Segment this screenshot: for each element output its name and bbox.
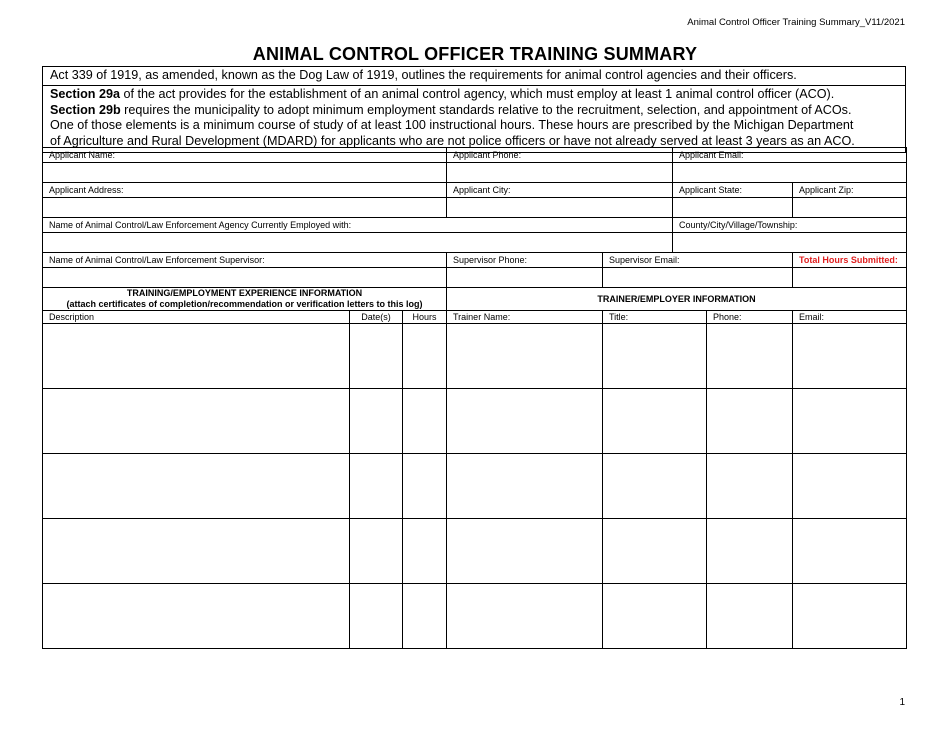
phone-cell[interactable]	[707, 519, 793, 584]
supervisor-name-label: Name of Animal Control/Law Enforcement Supervisor:	[43, 253, 447, 268]
title-cell[interactable]	[603, 519, 707, 584]
email-cell[interactable]	[793, 519, 907, 584]
applicant-city-label: Applicant City:	[447, 183, 673, 198]
supervisor-name-field[interactable]	[43, 268, 447, 288]
total-hours-field[interactable]	[793, 268, 907, 288]
description-cell[interactable]	[43, 454, 350, 519]
section-29a-label: Section 29a	[50, 87, 120, 101]
table-row	[43, 584, 907, 649]
hours-cell[interactable]	[403, 324, 447, 389]
description-column-header: Description	[43, 311, 350, 324]
email-cell[interactable]	[793, 324, 907, 389]
trainer-name-cell[interactable]	[447, 519, 603, 584]
county-field[interactable]	[673, 233, 907, 253]
title-cell[interactable]	[603, 324, 707, 389]
dates-cell[interactable]	[350, 519, 403, 584]
intro-box	[42, 66, 906, 153]
description-cell[interactable]	[43, 324, 350, 389]
intro-body	[43, 86, 905, 152]
supervisor-phone-label: Supervisor Phone:	[447, 253, 603, 268]
hours-cell[interactable]	[403, 584, 447, 649]
training-section-title: TRAINING/EMPLOYMENT EXPERIENCE INFORMATION	[126, 288, 363, 298]
applicant-zip-field[interactable]	[793, 198, 907, 218]
applicant-address-field[interactable]	[43, 198, 447, 218]
applicant-phone-field[interactable]	[447, 163, 673, 183]
table-row	[43, 454, 907, 519]
dates-cell[interactable]	[350, 324, 403, 389]
supervisor-phone-field[interactable]	[447, 268, 603, 288]
phone-cell[interactable]	[707, 454, 793, 519]
total-hours-label: Total Hours Submitted:	[793, 253, 907, 268]
page-title: ANIMAL CONTROL OFFICER TRAINING SUMMARY	[252, 44, 698, 64]
dates-cell[interactable]	[350, 389, 403, 454]
dates-cell[interactable]	[350, 584, 403, 649]
table-row	[43, 324, 907, 389]
title-column-header: Title:	[603, 311, 707, 324]
applicant-phone-label: Applicant Phone:	[447, 148, 673, 163]
title-cell[interactable]	[603, 454, 707, 519]
hours-column-header: Hours	[403, 311, 447, 324]
trainer-name-cell[interactable]	[447, 584, 603, 649]
trainer-name-cell[interactable]	[447, 389, 603, 454]
intro-line-2	[50, 87, 898, 103]
training-section-header	[43, 288, 447, 311]
applicant-city-field[interactable]	[447, 198, 673, 218]
section-29b-label: Section 29b	[50, 102, 121, 117]
table-row	[43, 389, 907, 454]
intro-line-4: One of those elements is a minimum course of study of at least 100 instructional hours. These hours are prescribed by the Michigan Department	[50, 118, 854, 133]
applicant-email-field[interactable]	[673, 163, 907, 183]
agency-name-label: Name of Animal Control/Law Enforcement Agency Currently Employed with:	[43, 218, 673, 233]
intro-line-1: Act 339 of 1919, as amended, known as the Dog Law of 1919, outlines the requirements for animal control agencies and their officers.	[43, 67, 905, 86]
phone-column-header: Phone:	[707, 311, 793, 324]
hours-cell[interactable]	[403, 519, 447, 584]
supervisor-email-field[interactable]	[603, 268, 793, 288]
applicant-address-label: Applicant Address:	[43, 183, 447, 198]
phone-cell[interactable]	[707, 389, 793, 454]
applicant-email-label: Applicant Email:	[673, 148, 907, 163]
phone-cell[interactable]	[707, 584, 793, 649]
title-cell[interactable]	[603, 389, 707, 454]
trainer-name-cell[interactable]	[447, 454, 603, 519]
description-cell[interactable]	[43, 519, 350, 584]
applicant-name-field[interactable]	[43, 163, 447, 183]
section-29b-text: requires the municipality to adopt minimum employment standards relative to the recruitment, selection, and appointment of ACOs.	[120, 102, 852, 117]
hours-cell[interactable]	[403, 454, 447, 519]
email-cell[interactable]	[793, 389, 907, 454]
description-cell[interactable]	[43, 389, 350, 454]
intro-line-3	[50, 103, 898, 119]
trainer-name-cell[interactable]	[447, 324, 603, 389]
form-version: Animal Control Officer Training Summary_V11/2021	[687, 17, 905, 28]
section-29a-text: of the act provides for the establishment of an animal control agency, which must employ at least 1 animal control officer (ACO).	[120, 87, 835, 101]
agency-name-field[interactable]	[43, 233, 673, 253]
dates-cell[interactable]	[350, 454, 403, 519]
trainer-name-column-header: Trainer Name:	[447, 311, 603, 324]
applicant-name-label: Applicant Name:	[43, 148, 447, 163]
description-cell[interactable]	[43, 584, 350, 649]
intro-line-5: of Agriculture and Rural Development (MDARD) for applicants who are not police officers or have not already served at least 3 years as an ACO.	[50, 134, 855, 149]
trainer-section-title: TRAINER/EMPLOYER INFORMATION	[447, 288, 907, 311]
county-label: County/City/Village/Township:	[673, 218, 907, 233]
email-column-header: Email:	[793, 311, 907, 324]
supervisor-email-label: Supervisor Email:	[603, 253, 793, 268]
email-cell[interactable]	[793, 454, 907, 519]
page-number: 1	[899, 697, 905, 708]
table-row	[43, 519, 907, 584]
applicant-state-field[interactable]	[673, 198, 793, 218]
applicant-zip-label: Applicant Zip:	[793, 183, 907, 198]
phone-cell[interactable]	[707, 324, 793, 389]
title-cell[interactable]	[603, 584, 707, 649]
training-form	[42, 147, 907, 649]
training-section-note: (attach certificates of completion/recommendation or verification letters to this log)	[66, 299, 423, 309]
applicant-state-label: Applicant State:	[673, 183, 793, 198]
hours-cell[interactable]	[403, 389, 447, 454]
email-cell[interactable]	[793, 584, 907, 649]
dates-column-header: Date(s)	[350, 311, 403, 324]
